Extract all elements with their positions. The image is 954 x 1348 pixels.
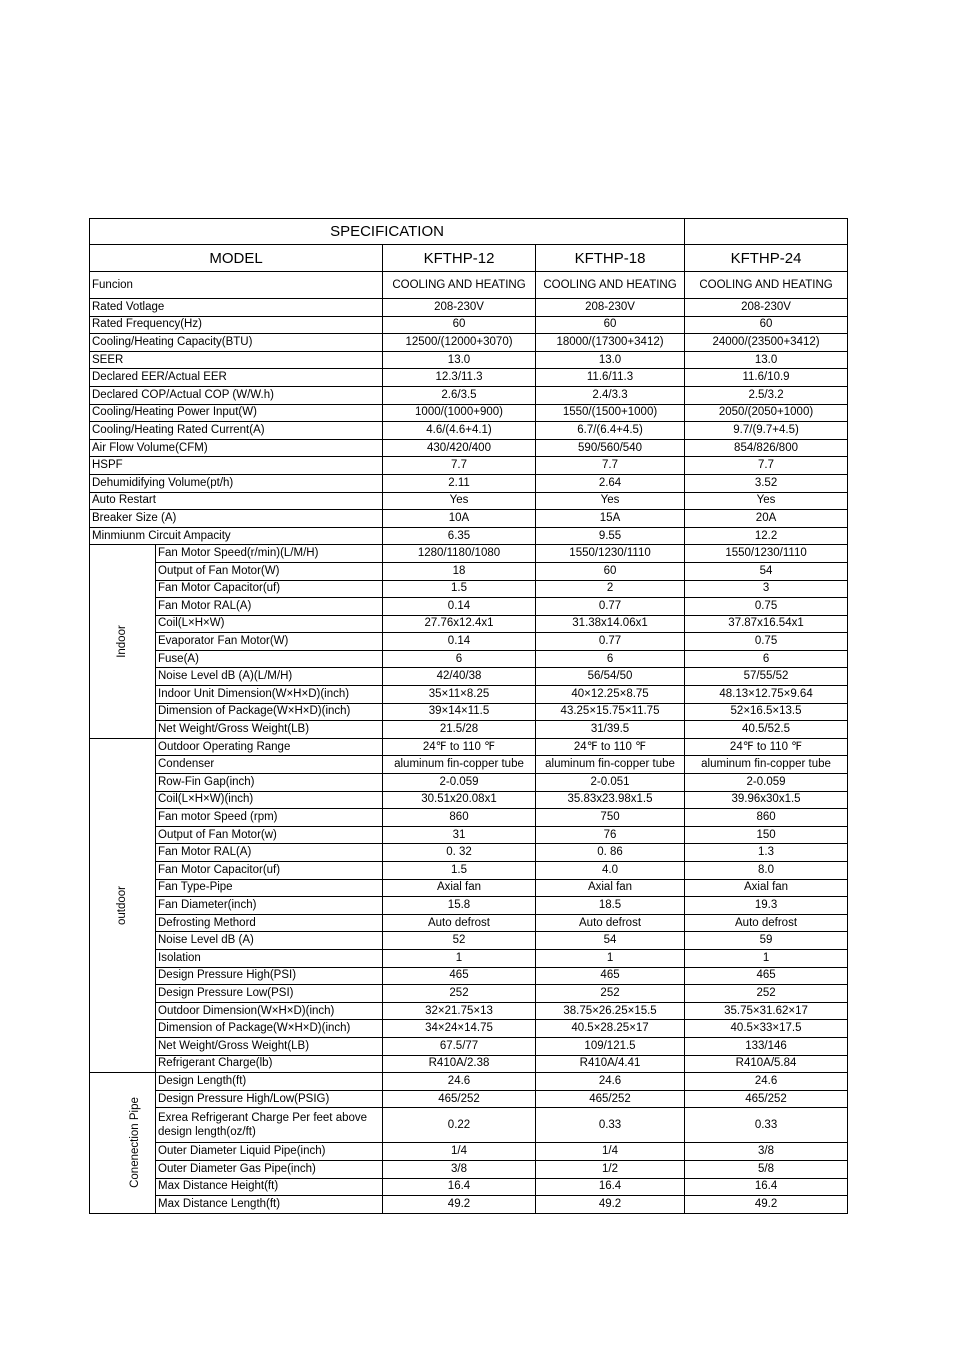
- spec-value: 2.6/3.5: [383, 386, 536, 404]
- spec-value: COOLING AND HEATING: [685, 272, 848, 299]
- spec-label: Output of Fan Motor(w): [156, 826, 383, 844]
- spec-value: 49.2: [536, 1196, 685, 1214]
- spec-value: 0.75: [685, 598, 848, 616]
- spec-label: Defrosting Methord: [156, 914, 383, 932]
- spec-value: 1.3: [685, 844, 848, 862]
- spec-value: 19.3: [685, 897, 848, 915]
- spec-value: 0. 86: [536, 844, 685, 862]
- spec-label: Cooling/Heating Power Input(W): [90, 404, 383, 422]
- spec-value: R410A/4.41: [536, 1055, 685, 1073]
- spec-label: Fan Diameter(inch): [156, 897, 383, 915]
- spec-row: [90, 492, 848, 510]
- spec-value: 16.4: [383, 1178, 536, 1196]
- group-label: Indoor: [115, 625, 128, 658]
- spec-value: 252: [536, 985, 685, 1003]
- spec-value: 11.6/10.9: [685, 369, 848, 387]
- spec-row: [90, 527, 848, 545]
- spec-value: 13.0: [383, 351, 536, 369]
- spec-row: [90, 985, 848, 1003]
- spec-row: [90, 686, 848, 704]
- spec-value: 3/8: [685, 1143, 848, 1161]
- spec-value: 9.55: [536, 527, 685, 545]
- spec-label: Cooling/Heating Rated Current(A): [90, 422, 383, 440]
- spec-label: Coil(L×H×W)(inch): [156, 791, 383, 809]
- spec-value: 9.7/(9.7+4.5): [685, 422, 848, 440]
- spec-value: 750: [536, 809, 685, 827]
- spec-label: Rated Frequency(Hz): [90, 316, 383, 334]
- spec-row: [90, 598, 848, 616]
- spec-row: [90, 404, 848, 422]
- spec-value: COOLING AND HEATING: [536, 272, 685, 299]
- spec-value: 465: [536, 967, 685, 985]
- spec-value: aluminum fin-copper tube: [383, 756, 536, 774]
- spec-row: [90, 562, 848, 580]
- spec-row: [90, 862, 848, 880]
- spec-value: Axial fan: [685, 879, 848, 897]
- spec-row: [90, 457, 848, 475]
- spec-label: Outdoor Dimension(W×H×D)(inch): [156, 1002, 383, 1020]
- spec-label: Fan Motor RAL(A): [156, 844, 383, 862]
- spec-row: [90, 650, 848, 668]
- spec-value: 24℉ to 110 ℉: [536, 738, 685, 756]
- spec-value: 860: [685, 809, 848, 827]
- spec-value: 40.5×33×17.5: [685, 1020, 848, 1038]
- spec-value: 0.77: [536, 598, 685, 616]
- spec-value: 2-0.059: [685, 774, 848, 792]
- spec-row: [90, 703, 848, 721]
- spec-label: Indoor Unit Dimension(W×H×D)(inch): [156, 686, 383, 704]
- spec-label: Max Distance Height(ft): [156, 1178, 383, 1196]
- spec-value: 21.5/28: [383, 721, 536, 739]
- spec-label: Breaker Size (A): [90, 510, 383, 528]
- spec-value: 1.5: [383, 862, 536, 880]
- spec-label: Outer Diameter Gas Pipe(inch): [156, 1160, 383, 1178]
- spec-label: Net Weight/Gross Weight(LB): [156, 1037, 383, 1055]
- spec-value: 2.64: [536, 474, 685, 492]
- spec-value: 6: [536, 650, 685, 668]
- spec-value: 10A: [383, 510, 536, 528]
- spec-row: [90, 1178, 848, 1196]
- spec-row: [90, 580, 848, 598]
- spec-row: [90, 351, 848, 369]
- spec-label: Fan Motor Speed(r/min)(L/M/H): [156, 545, 383, 563]
- spec-value: 7.7: [685, 457, 848, 475]
- spec-label: Refrigerant Charge(lb): [156, 1055, 383, 1073]
- spec-label: Evaporator Fan Motor(W): [156, 633, 383, 651]
- spec-value: 56/54/50: [536, 668, 685, 686]
- spec-value: 0.77: [536, 633, 685, 651]
- model-name: KFTHP-24: [685, 245, 848, 272]
- spec-value: 24000/(23500+3412): [685, 334, 848, 352]
- spec-value: 24.6: [536, 1073, 685, 1091]
- spec-row: [90, 439, 848, 457]
- spec-row: [90, 914, 848, 932]
- spec-value: 11.6/11.3: [536, 369, 685, 387]
- spec-value: 54: [536, 932, 685, 950]
- spec-label: Rated Votlage: [90, 299, 383, 317]
- spec-row: [90, 774, 848, 792]
- spec-value: 60: [685, 316, 848, 334]
- spec-value: 31: [383, 826, 536, 844]
- spec-label: Fan Type-Pipe: [156, 879, 383, 897]
- spec-value: 2050/(2050+1000): [685, 404, 848, 422]
- spec-row: [90, 299, 848, 317]
- spec-label: Design Pressure Low(PSI): [156, 985, 383, 1003]
- spec-value: 1: [536, 949, 685, 967]
- spec-value: 0.14: [383, 598, 536, 616]
- spec-value: 2.4/3.3: [536, 386, 685, 404]
- spec-value: 39.96x30x1.5: [685, 791, 848, 809]
- spec-row: [90, 1108, 848, 1143]
- spec-label: Design Pressure High/Low(PSIG): [156, 1090, 383, 1108]
- spec-value: 590/560/540: [536, 439, 685, 457]
- spec-value: 67.5/77: [383, 1037, 536, 1055]
- spec-value: 0.33: [536, 1108, 685, 1143]
- spec-value: 854/826/800: [685, 439, 848, 457]
- spec-value: 860: [383, 809, 536, 827]
- spec-row: [90, 738, 848, 756]
- spec-value: 465: [685, 967, 848, 985]
- spec-value: 1550/1230/1110: [536, 545, 685, 563]
- spec-value: 34×24×14.75: [383, 1020, 536, 1038]
- spec-row: [90, 967, 848, 985]
- spec-value: 15A: [536, 510, 685, 528]
- spec-value: 7.7: [536, 457, 685, 475]
- spec-row: [90, 721, 848, 739]
- spec-value: 30.51x20.08x1: [383, 791, 536, 809]
- spec-row: [90, 791, 848, 809]
- spec-row: [90, 756, 848, 774]
- spec-label: Noise Level dB (A)(L/M/H): [156, 668, 383, 686]
- spec-value: Axial fan: [536, 879, 685, 897]
- spec-value: 1: [383, 949, 536, 967]
- spec-value: 8.0: [685, 862, 848, 880]
- spec-row: [90, 510, 848, 528]
- spec-value: 13.0: [685, 351, 848, 369]
- spec-value: 39×14×11.5: [383, 703, 536, 721]
- spec-row: [90, 334, 848, 352]
- spec-value: 12.3/11.3: [383, 369, 536, 387]
- spec-value: 12.2: [685, 527, 848, 545]
- group-cell: [90, 738, 156, 1072]
- spec-value: 60: [536, 316, 685, 334]
- spec-row: [90, 1020, 848, 1038]
- spec-value: 32×21.75×13: [383, 1002, 536, 1020]
- spec-label: Max Distance Length(ft): [156, 1196, 383, 1214]
- spec-label: Noise Level dB (A): [156, 932, 383, 950]
- spec-value: 7.7: [383, 457, 536, 475]
- spec-value: 15.8: [383, 897, 536, 915]
- spec-value: 0.14: [383, 633, 536, 651]
- spec-label: Output of Fan Motor(W): [156, 562, 383, 580]
- spec-value: 4.6/(4.6+4.1): [383, 422, 536, 440]
- spec-value: 3/8: [383, 1160, 536, 1178]
- spec-value: 35×11×8.25: [383, 686, 536, 704]
- spec-value: 465/252: [383, 1090, 536, 1108]
- spec-row: [90, 1073, 848, 1091]
- spec-row: [90, 1002, 848, 1020]
- spec-label: Fuse(A): [156, 650, 383, 668]
- spec-value: 1.5: [383, 580, 536, 598]
- spec-value: 20A: [685, 510, 848, 528]
- spec-value: 16.4: [685, 1178, 848, 1196]
- model-label: MODEL: [90, 245, 383, 272]
- spec-value: 40×12.25×8.75: [536, 686, 685, 704]
- spec-value: 12500/(12000+3070): [383, 334, 536, 352]
- spec-row: [90, 1160, 848, 1178]
- spec-value: 48.13×12.75×9.64: [685, 686, 848, 704]
- specification-table: [89, 218, 848, 1214]
- spec-value: 1280/1180/1080: [383, 545, 536, 563]
- group-label: outdoor: [115, 885, 128, 925]
- spec-row: [90, 844, 848, 862]
- spec-value: 2.11: [383, 474, 536, 492]
- spec-value: 27.76x12.4x1: [383, 615, 536, 633]
- spec-value: 60: [383, 316, 536, 334]
- spec-row: [90, 1055, 848, 1073]
- spec-value: 1/2: [536, 1160, 685, 1178]
- spec-value: 430/420/400: [383, 439, 536, 457]
- spec-value: 4.0: [536, 862, 685, 880]
- spec-value: 6: [685, 650, 848, 668]
- spec-value: 18: [383, 562, 536, 580]
- spec-value: 49.2: [685, 1196, 848, 1214]
- spec-value: 6.7/(6.4+4.5): [536, 422, 685, 440]
- spec-value: 54: [685, 562, 848, 580]
- spec-label: Dehumidifying Volume(pt/h): [90, 474, 383, 492]
- spec-value: 208-230V: [536, 299, 685, 317]
- spec-value: 252: [685, 985, 848, 1003]
- spec-value: 1: [685, 949, 848, 967]
- spec-row: [90, 545, 848, 563]
- spec-value: 6: [383, 650, 536, 668]
- spec-label: Fan Motor Capacitor(uf): [156, 580, 383, 598]
- model-row: [90, 245, 848, 272]
- spec-label: Fan Motor RAL(A): [156, 598, 383, 616]
- spec-value: 57/55/52: [685, 668, 848, 686]
- spec-row: [90, 316, 848, 334]
- title-row: [90, 219, 848, 245]
- spec-value: 2.5/3.2: [685, 386, 848, 404]
- spec-label: Air Flow Volume(CFM): [90, 439, 383, 457]
- spec-value: 0.22: [383, 1108, 536, 1143]
- table-title: SPECIFICATION: [90, 219, 685, 245]
- spec-label: Outdoor Operating Range: [156, 738, 383, 756]
- spec-label: Design Pressure High(PSI): [156, 967, 383, 985]
- spec-value: aluminum fin-copper tube: [685, 756, 848, 774]
- spec-value: 31.38x14.06x1: [536, 615, 685, 633]
- spec-value: 3: [685, 580, 848, 598]
- spec-row: [90, 826, 848, 844]
- spec-value: 40.5/52.5: [685, 721, 848, 739]
- spec-value: 59: [685, 932, 848, 950]
- spec-value: Yes: [536, 492, 685, 510]
- spec-value: 150: [685, 826, 848, 844]
- spec-label: Declared EER/Actual EER: [90, 369, 383, 387]
- spec-value: 2: [536, 580, 685, 598]
- spec-value: 18000/(17300+3412): [536, 334, 685, 352]
- spec-value: 109/121.5: [536, 1037, 685, 1055]
- spec-value: aluminum fin-copper tube: [536, 756, 685, 774]
- spec-value: 24℉ to 110 ℉: [383, 738, 536, 756]
- spec-label: Cooling/Heating Capacity(BTU): [90, 334, 383, 352]
- spec-label: Dimension of Package(W×H×D)(inch): [156, 1020, 383, 1038]
- spec-label: SEER: [90, 351, 383, 369]
- spec-value: Axial fan: [383, 879, 536, 897]
- spec-label: Dimension of Package(W×H×D)(inch): [156, 703, 383, 721]
- spec-value: 31/39.5: [536, 721, 685, 739]
- spec-row: [90, 474, 848, 492]
- spec-row: [90, 386, 848, 404]
- spec-label: Condenser: [156, 756, 383, 774]
- spec-label: Coil(L×H×W): [156, 615, 383, 633]
- spec-label: Declared COP/Actual COP (W/W.h): [90, 386, 383, 404]
- spec-value: 52: [383, 932, 536, 950]
- spec-value: 465/252: [685, 1090, 848, 1108]
- spec-row: [90, 369, 848, 387]
- spec-value: 208-230V: [383, 299, 536, 317]
- spec-row: [90, 668, 848, 686]
- spec-value: 1550/(1500+1000): [536, 404, 685, 422]
- spec-value: 24.6: [685, 1073, 848, 1091]
- spec-label: Fan Motor Capacitor(uf): [156, 862, 383, 880]
- model-name: KFTHP-18: [536, 245, 685, 272]
- spec-value: 1/4: [383, 1143, 536, 1161]
- spec-label: Fan motor Speed (rpm): [156, 809, 383, 827]
- spec-value: 252: [383, 985, 536, 1003]
- spec-value: 60: [536, 562, 685, 580]
- spec-value: 133/146: [685, 1037, 848, 1055]
- spec-value: Yes: [383, 492, 536, 510]
- spec-label: Row-Fin Gap(inch): [156, 774, 383, 792]
- spec-row: [90, 809, 848, 827]
- spec-label: HSPF: [90, 457, 383, 475]
- title-blank-cell: [685, 219, 848, 245]
- spec-value: 0. 32: [383, 844, 536, 862]
- spec-value: R410A/5.84: [685, 1055, 848, 1073]
- spec-label: Exrea Refrigerant Charge Per feet above design length(oz/ft): [156, 1108, 383, 1143]
- model-name: KFTHP-12: [383, 245, 536, 272]
- spec-value: 2-0.051: [536, 774, 685, 792]
- spec-value: 465: [383, 967, 536, 985]
- group-cell: [90, 1073, 156, 1214]
- spec-row: [90, 932, 848, 950]
- spec-row: [90, 879, 848, 897]
- spec-label: Net Weight/Gross Weight(LB): [156, 721, 383, 739]
- spec-label: Isolation: [156, 949, 383, 967]
- group-cell: [90, 545, 156, 739]
- spec-row: [90, 1196, 848, 1214]
- spec-value: 38.75×26.25×15.5: [536, 1002, 685, 1020]
- spec-row: [90, 897, 848, 915]
- spec-value: 1000/(1000+900): [383, 404, 536, 422]
- spec-value: 40.5×28.25×17: [536, 1020, 685, 1038]
- spec-value: R410A/2.38: [383, 1055, 536, 1073]
- spec-value: Auto defrost: [685, 914, 848, 932]
- spec-row: [90, 949, 848, 967]
- spec-value: 37.87x16.54x1: [685, 615, 848, 633]
- spec-value: 6.35: [383, 527, 536, 545]
- spec-value: COOLING AND HEATING: [383, 272, 536, 299]
- spec-value: 52×16.5×13.5: [685, 703, 848, 721]
- spec-value: 465/252: [536, 1090, 685, 1108]
- spec-row: [90, 272, 848, 299]
- spec-value: 35.75×31.62×17: [685, 1002, 848, 1020]
- spec-value: 18.5: [536, 897, 685, 915]
- spec-value: Auto defrost: [536, 914, 685, 932]
- spec-label: Design Length(ft): [156, 1073, 383, 1091]
- spec-value: 35.83x23.98x1.5: [536, 791, 685, 809]
- spec-value: 76: [536, 826, 685, 844]
- spec-label: Funcion: [90, 272, 383, 299]
- spec-value: 43.25×15.75×11.75: [536, 703, 685, 721]
- spec-row: [90, 615, 848, 633]
- spec-value: 1/4: [536, 1143, 685, 1161]
- spec-value: 24.6: [383, 1073, 536, 1091]
- spec-row: [90, 422, 848, 440]
- spec-row: [90, 1090, 848, 1108]
- spec-value: Yes: [685, 492, 848, 510]
- spec-label: Auto Restart: [90, 492, 383, 510]
- spec-value: 5/8: [685, 1160, 848, 1178]
- spec-value: 42/40/38: [383, 668, 536, 686]
- spec-value: 3.52: [685, 474, 848, 492]
- spec-label: Outer Diameter Liquid Pipe(inch): [156, 1143, 383, 1161]
- spec-value: 0.75: [685, 633, 848, 651]
- spec-value: 1550/1230/1110: [685, 545, 848, 563]
- spec-value: 13.0: [536, 351, 685, 369]
- spec-value: 24℉ to 110 ℉: [685, 738, 848, 756]
- spec-row: [90, 1037, 848, 1055]
- spec-value: Auto defrost: [383, 914, 536, 932]
- spec-row: [90, 633, 848, 651]
- spec-row: [90, 1143, 848, 1161]
- spec-value: 2-0.059: [383, 774, 536, 792]
- group-label: Conenection Pipe: [128, 1097, 141, 1189]
- spec-value: 16.4: [536, 1178, 685, 1196]
- spec-value: 208-230V: [685, 299, 848, 317]
- spec-label: Minmiunm Circuit Ampacity: [90, 527, 383, 545]
- spec-value: 49.2: [383, 1196, 536, 1214]
- spec-value: 0.33: [685, 1108, 848, 1143]
